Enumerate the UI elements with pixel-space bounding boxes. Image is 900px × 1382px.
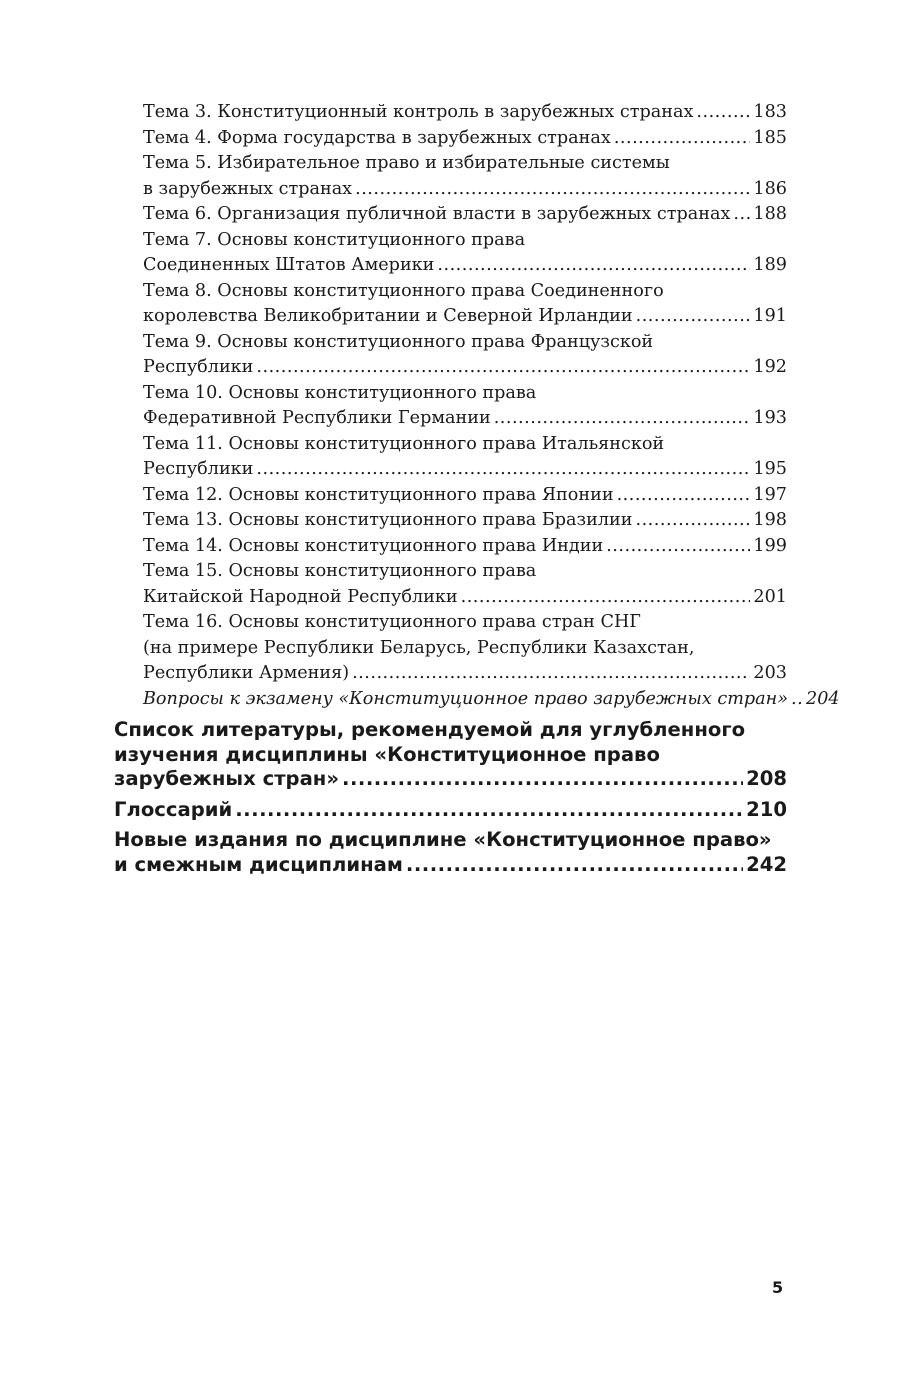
entry-page: 197 [753, 484, 787, 505]
entry-title: в зарубежных странах [143, 178, 353, 199]
toc-entry-new-editions[interactable] [114, 828, 787, 877]
entry-line: Новые издания по дисциплине «Конституционное право» [114, 828, 772, 851]
toc-entry-topic[interactable] [143, 126, 787, 152]
entry-page: 183 [753, 102, 787, 122]
toc-entry-glossary[interactable] [114, 798, 787, 823]
entry-line: Список литературы, рекомендуемой для углубленного [114, 718, 746, 741]
entry-line: (на примере Республики Беларусь, Республики Казахстан, [143, 637, 695, 658]
leader-dots [606, 534, 750, 560]
entry-title: Вопросы к экзамену «Конституционное право зарубежных стран» [143, 688, 788, 709]
entry-title: Китайской Народной Республики [143, 586, 458, 607]
entry-page: 185 [753, 127, 787, 148]
entry-page: 204 [806, 688, 840, 709]
leader-dots [733, 202, 750, 228]
entry-line: Тема 16. Основы конституционного права стран СНГ [143, 612, 641, 632]
leader-dots [461, 585, 751, 611]
entry-line: Тема 5. Избирательное право и избирательные системы [143, 153, 670, 173]
leader-dots [235, 798, 743, 823]
entry-page: 242 [746, 852, 787, 876]
entry-title: Тема 3. Конституционный контроль в зарубежных странах [143, 102, 694, 122]
leader-dots [437, 253, 750, 279]
entry-title: Республики [143, 357, 254, 377]
entry-title: Тема 6. Организация публичной власти в зарубежных странах [143, 204, 731, 224]
entry-title: Глоссарий [114, 797, 233, 821]
entry-page: 208 [746, 767, 787, 790]
entry-page: 191 [753, 306, 787, 326]
toc-entry-topic[interactable] [143, 508, 787, 534]
toc-entry-topic[interactable] [143, 330, 787, 381]
leader-dots [342, 767, 743, 792]
entry-page: 193 [753, 408, 787, 428]
entry-title: Федеративной Республики Германии [143, 408, 491, 428]
entry-line: Тема 15. Основы конституционного права [143, 561, 537, 581]
topics-list [114, 100, 787, 687]
leader-dots [355, 177, 750, 203]
entry-title: Тема 12. Основы конституционного права Японии [143, 484, 614, 505]
leader-dots [494, 406, 751, 432]
toc-entry-exam-questions[interactable] [143, 687, 840, 713]
toc-entry-topic[interactable] [143, 151, 787, 202]
entry-page: 192 [753, 357, 787, 377]
entry-page: 201 [753, 586, 787, 607]
entry-line: Тема 11. Основы конституционного права Итальянской [143, 433, 665, 454]
entry-title: зарубежных стран» [114, 767, 340, 790]
leader-dots [617, 483, 751, 509]
entry-title: Республики Армения) [143, 663, 350, 683]
toc-entry-topic[interactable] [143, 534, 787, 560]
leader-dots [636, 304, 751, 330]
entry-page: 189 [753, 255, 787, 275]
toc-entry-topic[interactable] [143, 279, 787, 330]
toc-entry-topic[interactable] [143, 100, 787, 126]
toc-entry-topic[interactable] [143, 483, 787, 509]
entry-page: 188 [753, 204, 787, 224]
entry-title: Соединенных Штатов Америки [143, 255, 435, 275]
toc-entry-topic[interactable] [143, 228, 787, 279]
entry-page: 203 [753, 663, 787, 683]
leader-dots [696, 100, 750, 126]
entry-line: Тема 10. Основы конституционного права [143, 382, 537, 403]
entry-title: Республики [143, 459, 254, 479]
entry-title: и смежным дисциплинам [114, 852, 403, 876]
leader-dots [406, 853, 743, 878]
entry-line: Тема 9. Основы конституционного права Французской [143, 331, 654, 352]
leader-dots [614, 126, 751, 152]
toc-entry-literature[interactable] [114, 718, 787, 792]
entry-title: Тема 14. Основы конституционного права Индии [143, 535, 604, 556]
entry-title: королевства Великобритании и Северной Ирландии [143, 306, 633, 326]
entry-line: изучения дисциплины «Конституционное право [114, 742, 660, 766]
entry-page: 198 [753, 510, 787, 530]
entry-page: 195 [753, 459, 787, 479]
toc-entry-topic[interactable] [143, 381, 787, 432]
entry-title: Тема 13. Основы конституционного права Бразилии [143, 510, 633, 530]
table-of-contents [114, 100, 840, 877]
leader-dots [352, 661, 750, 687]
leader-dots [635, 508, 750, 534]
toc-entry-topic[interactable] [143, 432, 787, 483]
entry-title: Тема 4. Форма государства в зарубежных странах [143, 127, 611, 148]
toc-entry-topic[interactable] [143, 202, 787, 228]
entry-line: Тема 8. Основы конституционного права Соединенного [143, 280, 664, 301]
leader-dots [256, 457, 750, 483]
entry-page: 210 [746, 797, 787, 821]
toc-entry-topic[interactable] [143, 559, 787, 610]
entry-page: 199 [753, 535, 787, 556]
entry-line: Тема 7. Основы конституционного права [143, 229, 526, 250]
leader-dots [256, 355, 750, 381]
leader-dots [791, 687, 803, 713]
toc-entry-topic[interactable] [143, 610, 787, 687]
entry-page: 186 [753, 178, 787, 199]
page-number: 5 [772, 1278, 784, 1297]
